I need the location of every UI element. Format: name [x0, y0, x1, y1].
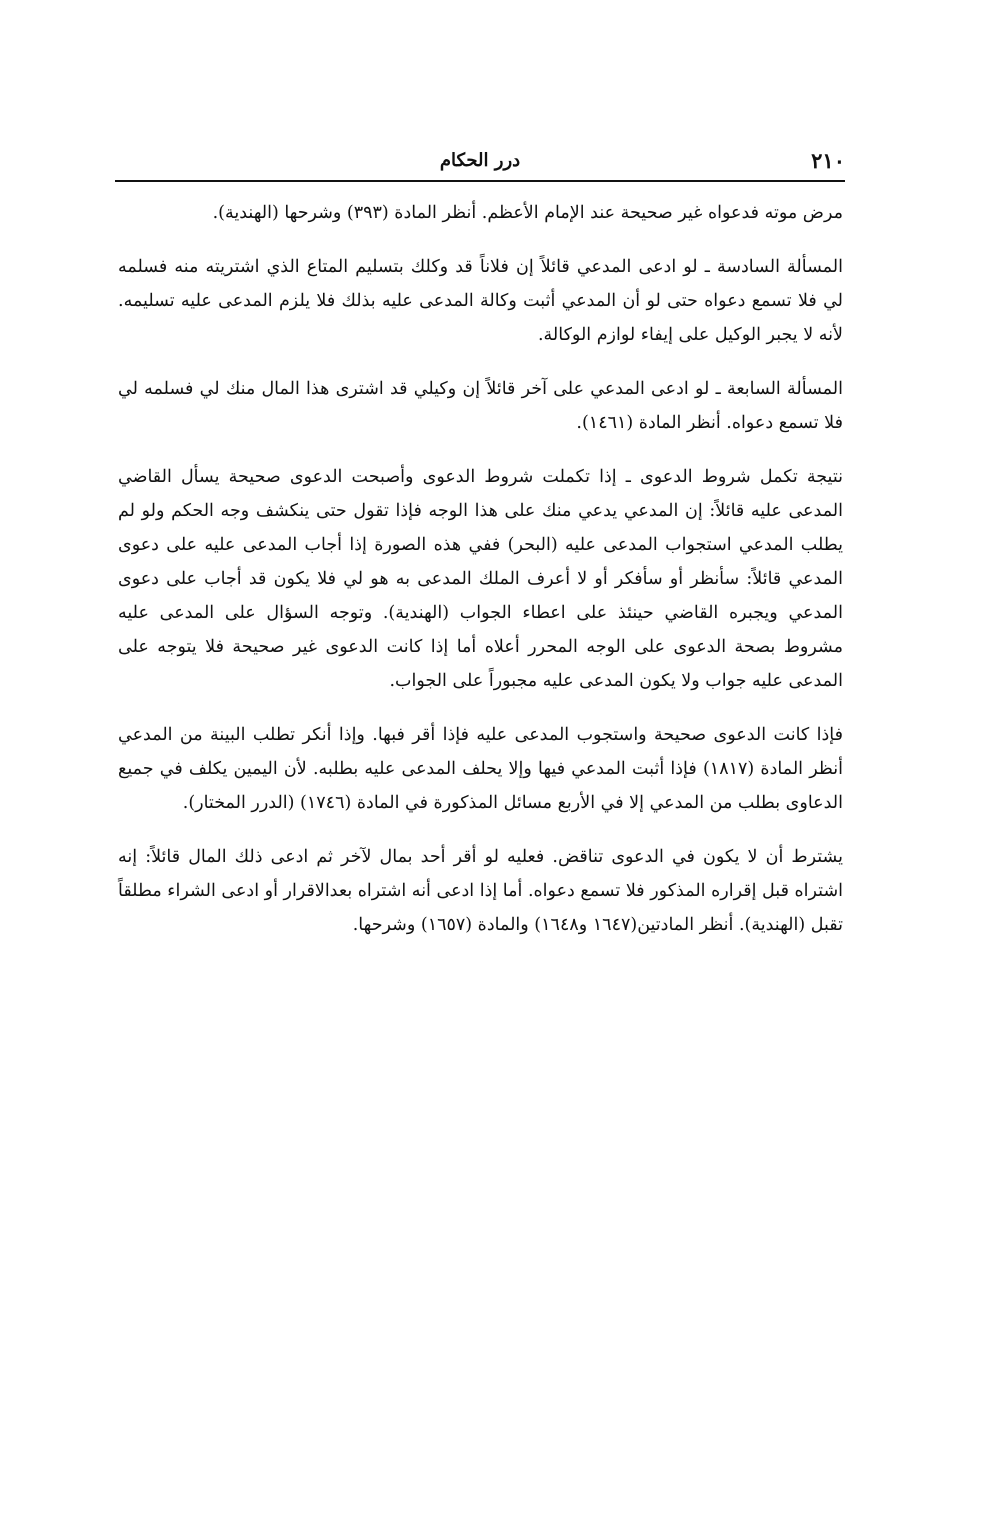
paragraph-valid-claim: فإذا كانت الدعوى صحيحة واستجوب المدعى عليه فإذا أقر فبها. وإذا أنكر تطلب البينة من المدعي أنظر المادة (١٨١٧) فإذا أثبت المدعي فيها وإلا يحلف المدعى عليه بطلبه. لأن اليمين يكلف في جميع الدعاوى بطلب من المدعي إلا في الأربع مسائل المذكورة في المادة (١٧٤٦) (الدرر المختار). [118, 725, 843, 813]
header-divider [115, 180, 845, 182]
paragraph-seventh-issue: المسألة السابعة ـ لو ادعى المدعي على آخر قائلاً إن وكيلي قد اشترى هذا المال منك لي فسلمه لي فلا تسمع دعواه. أنظر المادة (١٤٦١). [118, 379, 843, 433]
paragraph-sixth-issue: المسألة السادسة ـ لو ادعى المدعي قائلاً إن فلاناً قد وكلك بتسليم المتاع الذي اشتريته منه فسلمه لي فلا تسمع دعواه حتى لو أن المدعي أثبت وكالة المدعى عليه بذلك فلا يلزم المدعى عليه تسليمه. لأنه لا يجبر الوكيل على إيفاء لوازم الوكالة. [118, 257, 843, 345]
page-body [118, 196, 843, 954]
paragraph-continuation: مرض موته فدعواه غير صحيحة عند الإمام الأعظم. أنظر المادة (٣٩٣) وشرحها (الهندية). [212, 203, 843, 223]
page-number: ٢١٠ [811, 148, 845, 173]
paragraph-claim-conditions: نتيجة تكمل شروط الدعوى ـ إذا تكملت شروط الدعوى وأصبحت الدعوى صحيحة يسأل القاضي المدعى عليه قائلاً: إن المدعي يدعي منك على هذا الوجه فإذا تقول حتى ينكشف وجه الحكم ولو لم يطلب المدعي استجواب المدعى عليه (البحر) ففي هذه الصورة إذا أجاب المدعى عليه على دعوى المدعي قائلاً: سأنظر أو سأفكر أو لا أعرف الملك المدعى به هو لي فلا يكون قد أجاب على دعوى المدعي ويجبره القاضي حينئذ على اعطاء الجواب (الهندية). وتوجه السؤال على المدعى عليه مشروط بصحة الدعوى على الوجه المحرر أعلاه أما إذا كانت الدعوى غير صحيحة فلا يتوجه على المدعى عليه جواب ولا يكون المدعى عليه مجبوراً على الجواب. [118, 467, 843, 691]
page-header [115, 148, 845, 178]
running-title: درر الحكام [439, 150, 521, 171]
paragraph-contradiction: يشترط أن لا يكون في الدعوى تناقض. فعليه لو أقر أحد بمال لآخر ثم ادعى ذلك المال قائلاً: إنه اشتراه قبل إقراره المذكور فلا تسمع دعواه. أما إذا ادعى أنه اشتراه بعدالاقرار أو ادعى الشراء مطلقاً تقبل (الهندية). أنظر المادتين(١٦٤٧ و١٦٤٨) والمادة (١٦٥٧) وشرحها. [118, 847, 843, 935]
